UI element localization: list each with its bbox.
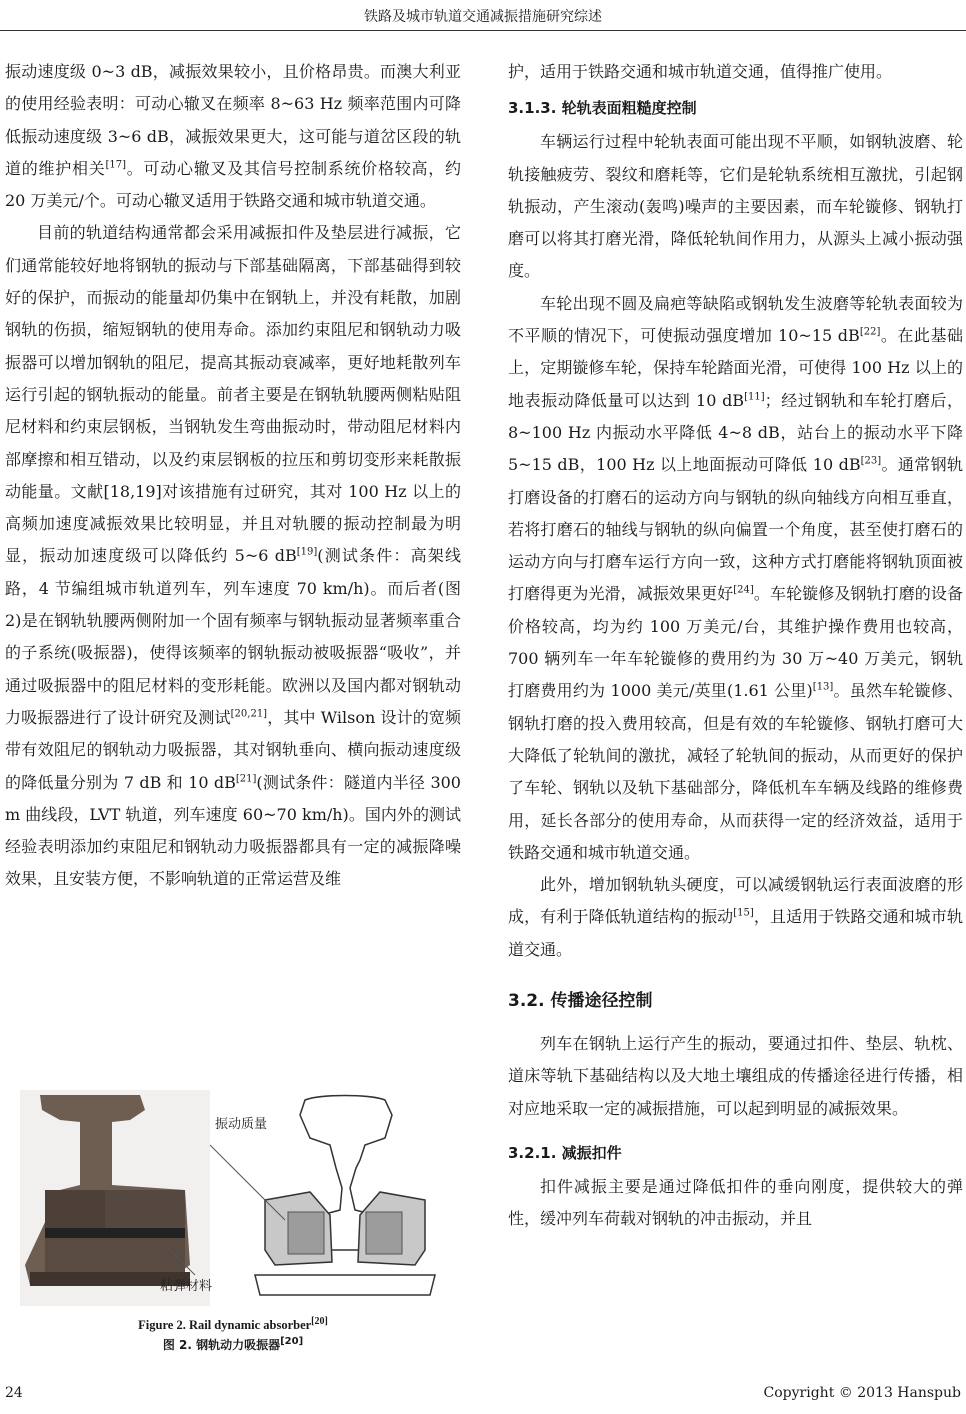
section-heading: 3.1.3. 轮轨表面粗糙度控制 [508,99,697,118]
page-number: 24 [5,1385,23,1401]
paragraph: 护，适用于铁路交通和城市轨道交通，值得推广使用。 [508,62,893,81]
figure-rail-absorber [20,1090,450,1306]
citation: [17] [105,159,127,171]
label-material: 粘弹材料 [160,1279,213,1294]
paragraph: 列车在钢轨上运行产生的振动，要通过扣件、垫层、轨枕、道床等轨下基础结构以及大地土壤组成的传播途径进行传播，相对应地采取一定的减振措施，可以起到明显的减振效果。 [508,1034,963,1118]
label-mass: 振动质量 [215,1117,268,1132]
copyright: Copyright © 2013 Hanspub [763,1385,961,1401]
paragraph: 车轮出现不圆及扁疤等缺陷或钢轨发生波磨等轮轨表面较为不平顺的情况下，可使振动强度增加 10~15 dB[22]。在此基础上，定期镟修车轮，保持车轮踏面光滑，可使得 100 Hz 以上的地表振动降低量可以达到 10 dB[11]；经过钢轨和车轮打磨后，8~100 Hz 内振动水平降低 4~8 dB，站台上的振动水平下降 5~15 dB，100 Hz 以上地面振动可降低 10 dB[23]。通常钢轨打磨设备的打磨石的运动方向与钢轨的纵向轴线方向相互垂直，若将打磨石的轴线与钢轨的纵向偏置一个角度，甚至使打磨石的运动方向与打磨车运行方向一致，这种方式打磨能将钢轨顶面被打磨得更为光滑，减振效果更好[24]。车轮镟修及钢轨打磨的设备价格较高，均为约 100 万美元/台，其维护操作费用也较高，700 辆列车一年车轮镟修的费用约为 30 万~40 万美元，钢轨打磨费用约为 1000 美元/英里(1.61 公里)[13]。虽然车轮镟修、钢轨打磨的投入费用较高，但是有效的车轮镟修、钢轨打磨可大大降低了轮轨间的激扰，减轻了轮轨间的振动，从而更好的保护了车轮、钢轨以及轨下基础部分，降低机车车辆及线路的维修费用，延长各部分的使用寿命，从而获得一定的经济效益，适用于铁路交通和城市轨道交通。 [508,293,963,862]
citation: [20,21] [230,708,268,720]
running-header: 铁路及城市轨道交通减振措施研究综述 [364,9,602,25]
paragraph: 目前的轨道结构通常都会采用减振扣件及垫层进行减振，它们通常能较好地将钢轨的振动与下部基础隔离，下部基础得到较好的保护，而振动的能量却仍集中在钢轨上，并没有耗散，加剧钢轨的伤损，缩短钢轨的使用寿命。添加约束阻尼和钢轨动力吸振器可以增加钢轨的阻尼，提高其振动衰减率，更好地耗散列车运行引起的钢轨振动的能量。前者主要是在钢轨轨腰两侧粘贴阻尼材料和约束层钢板，当钢轨发生弯曲振动时，带动阻尼材料内部摩擦和相互错动，以及约束层钢板的拉压和剪切变形来耗散振动能量。文献[18,19]对该措施有过研究，其对 100 Hz 以上的高频加速度减振效果比较明显，并且对轨腰的振动控制最为明显，振动加速度级可以降低约 5~6 dB[19](测试条件：高架线路，4 节编组城市轨道列车，列车速度 70 km/h)。而后者(图 2)是在钢轨轨腰两侧附加一个固有频率与钢轨振动显著频率重合的子系统(吸振器)，使得该频率的钢轨振动被吸振器“吸收”，并通过吸振器中的阻尼材料的变形耗能。欧洲以及国内都对钢轨动力吸振器进行了设计研究及测试[20,21]，其中 Wilson 设计的宽频带有效阻尼的钢轨动力吸振器，其对钢轨垂向、横向振动速度级的降低量分别为 7 dB 和 10 dB[21](测试条件：隧道内半径 300 m 曲线段，LVT 轨道，列车速度 60~70 km/h)。国内外的测试经验表明添加约束阻尼和钢轨动力吸振器都具有一定的减振降噪效果，且安装方便，不影响轨道的正常运营及维 [5,223,461,889]
figure-caption-en: Figure 2. Rail dynamic absorber[20] [138,1315,328,1332]
section-heading: 3.2. 传播途径控制 [508,991,653,1012]
citation: [22] [859,326,881,338]
citation: [19] [296,547,318,559]
citation: [21] [235,773,257,785]
citation: [11] [744,391,765,403]
citation: [23] [860,455,882,467]
figure-caption-zh: 图 2. 钢轨动力吸振器[20] [162,1336,304,1352]
section-heading: 3.2.1. 减振扣件 [508,1143,622,1162]
citation: [24] [733,585,754,597]
header-rule [0,30,966,31]
right-column [508,56,963,1236]
citation: [13] [812,682,834,694]
citation: [15] [733,908,754,920]
paragraph: 振动速度级 0~3 dB，减振效果较小，且价格昂贵。而澳大利亚的使用经验表明：可动心辙叉在频率 8~63 Hz 频率范围内可降低振动速度级 3~6 dB，减振效果更大，这可能与道岔区段的轨道的维护相关[17]。可动心辙叉及其信号控制系统价格较高，约 20 万美元/个。可动心辙叉适用于铁路交通和城市轨道交通。 [5,62,461,211]
left-column [5,56,461,896]
paragraph: 扣件减振主要是通过降低扣件的垂向刚度，提供较大的弹性，缓冲列车荷载对钢轨的冲击振动，并且 [508,1176,963,1229]
paragraph: 此外，增加钢轨轨头硬度，可以减缓钢轨运行表面波磨的形成，有利于降低轨道结构的振动[15]，且适用于铁路交通和城市轨道交通。 [508,875,963,959]
paragraph: 车辆运行过程中轮轨表面可能出现不平顺，如钢轨波磨、轮轨接触疲劳、裂纹和磨耗等，它们是轮轨系统相互激扰，引起钢轨振动，产生滚动(轰鸣)噪声的主要因素，而车轮镟修、钢轨打磨可以将其打磨光滑，降低轮轨间作用力，从源头上减小振动强度。 [508,132,963,281]
rail-absorber-illustration [20,1090,450,1306]
